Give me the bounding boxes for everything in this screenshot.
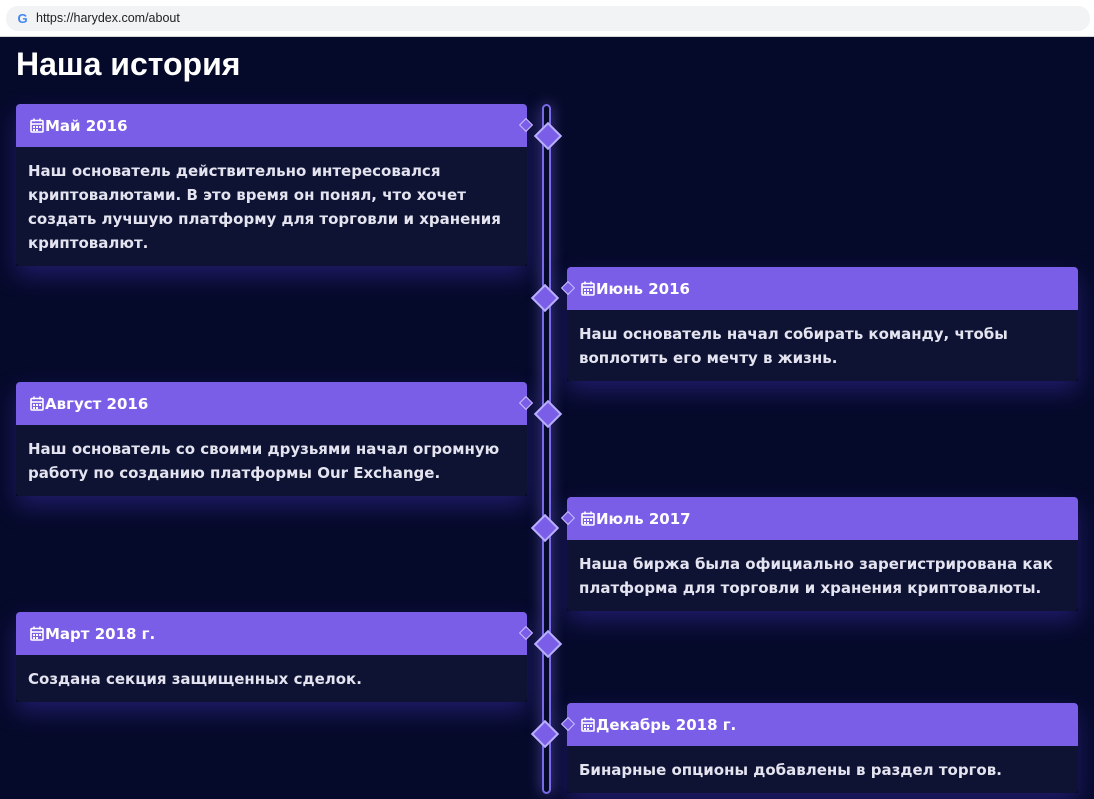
calendar-icon bbox=[30, 118, 44, 133]
timeline-date: Июнь 2016 bbox=[596, 279, 690, 298]
timeline-card-header bbox=[16, 612, 527, 655]
timeline-text: Бинарные опционы добавлены в раздел торгов. bbox=[567, 746, 1078, 793]
timeline-date: Август 2016 bbox=[45, 394, 149, 413]
timeline-marker bbox=[531, 284, 559, 312]
timeline-marker bbox=[534, 630, 562, 658]
timeline-card-header bbox=[567, 267, 1078, 310]
timeline-card-header bbox=[16, 104, 527, 147]
page-title: Наша история bbox=[16, 46, 241, 82]
timeline-date: Декабрь 2018 г. bbox=[596, 715, 737, 734]
timeline-card-header bbox=[567, 497, 1078, 540]
calendar-icon bbox=[581, 717, 595, 732]
timeline-card-header bbox=[16, 382, 527, 425]
timeline-card bbox=[567, 703, 1078, 793]
timeline-date: Май 2016 bbox=[45, 116, 128, 135]
timeline-card bbox=[16, 104, 527, 266]
timeline-text: Наша биржа была официально зарегистрирована как платформа для торговли и хранения криптовалюты. bbox=[567, 540, 1078, 611]
url-text[interactable]: https://harydex.com/about bbox=[36, 11, 180, 25]
timeline-marker bbox=[531, 720, 559, 748]
timeline-text: Наш основатель со своими друзьями начал огромную работу по созданию платформы Our Exchange. bbox=[16, 425, 527, 496]
timeline-text: Создана секция защищенных сделок. bbox=[16, 655, 527, 702]
url-field[interactable] bbox=[6, 6, 1090, 31]
timeline-text: Наш основатель начал собирать команду, чтобы воплотить его мечту в жизнь. bbox=[567, 310, 1078, 381]
google-icon: G bbox=[17, 11, 28, 26]
timeline-date: Июль 2017 bbox=[596, 509, 691, 528]
timeline-card bbox=[567, 497, 1078, 611]
timeline-text: Наш основатель действительно интересовался криптовалютами. В это время он понял, что хочет создать лучшую платформу для торговли и хранения криптовалют. bbox=[16, 147, 527, 266]
timeline-card bbox=[16, 612, 527, 702]
calendar-icon bbox=[30, 396, 44, 411]
timeline-card bbox=[567, 267, 1078, 381]
timeline-marker bbox=[534, 122, 562, 150]
timeline-spine bbox=[542, 104, 551, 794]
timeline-card-header bbox=[567, 703, 1078, 746]
timeline-date: Март 2018 г. bbox=[45, 624, 156, 643]
calendar-icon bbox=[581, 281, 595, 296]
timeline-marker bbox=[534, 400, 562, 428]
browser-address-bar bbox=[0, 0, 1094, 37]
timeline-marker bbox=[531, 514, 559, 542]
calendar-icon bbox=[30, 626, 44, 641]
timeline-card bbox=[16, 382, 527, 496]
calendar-icon bbox=[581, 511, 595, 526]
